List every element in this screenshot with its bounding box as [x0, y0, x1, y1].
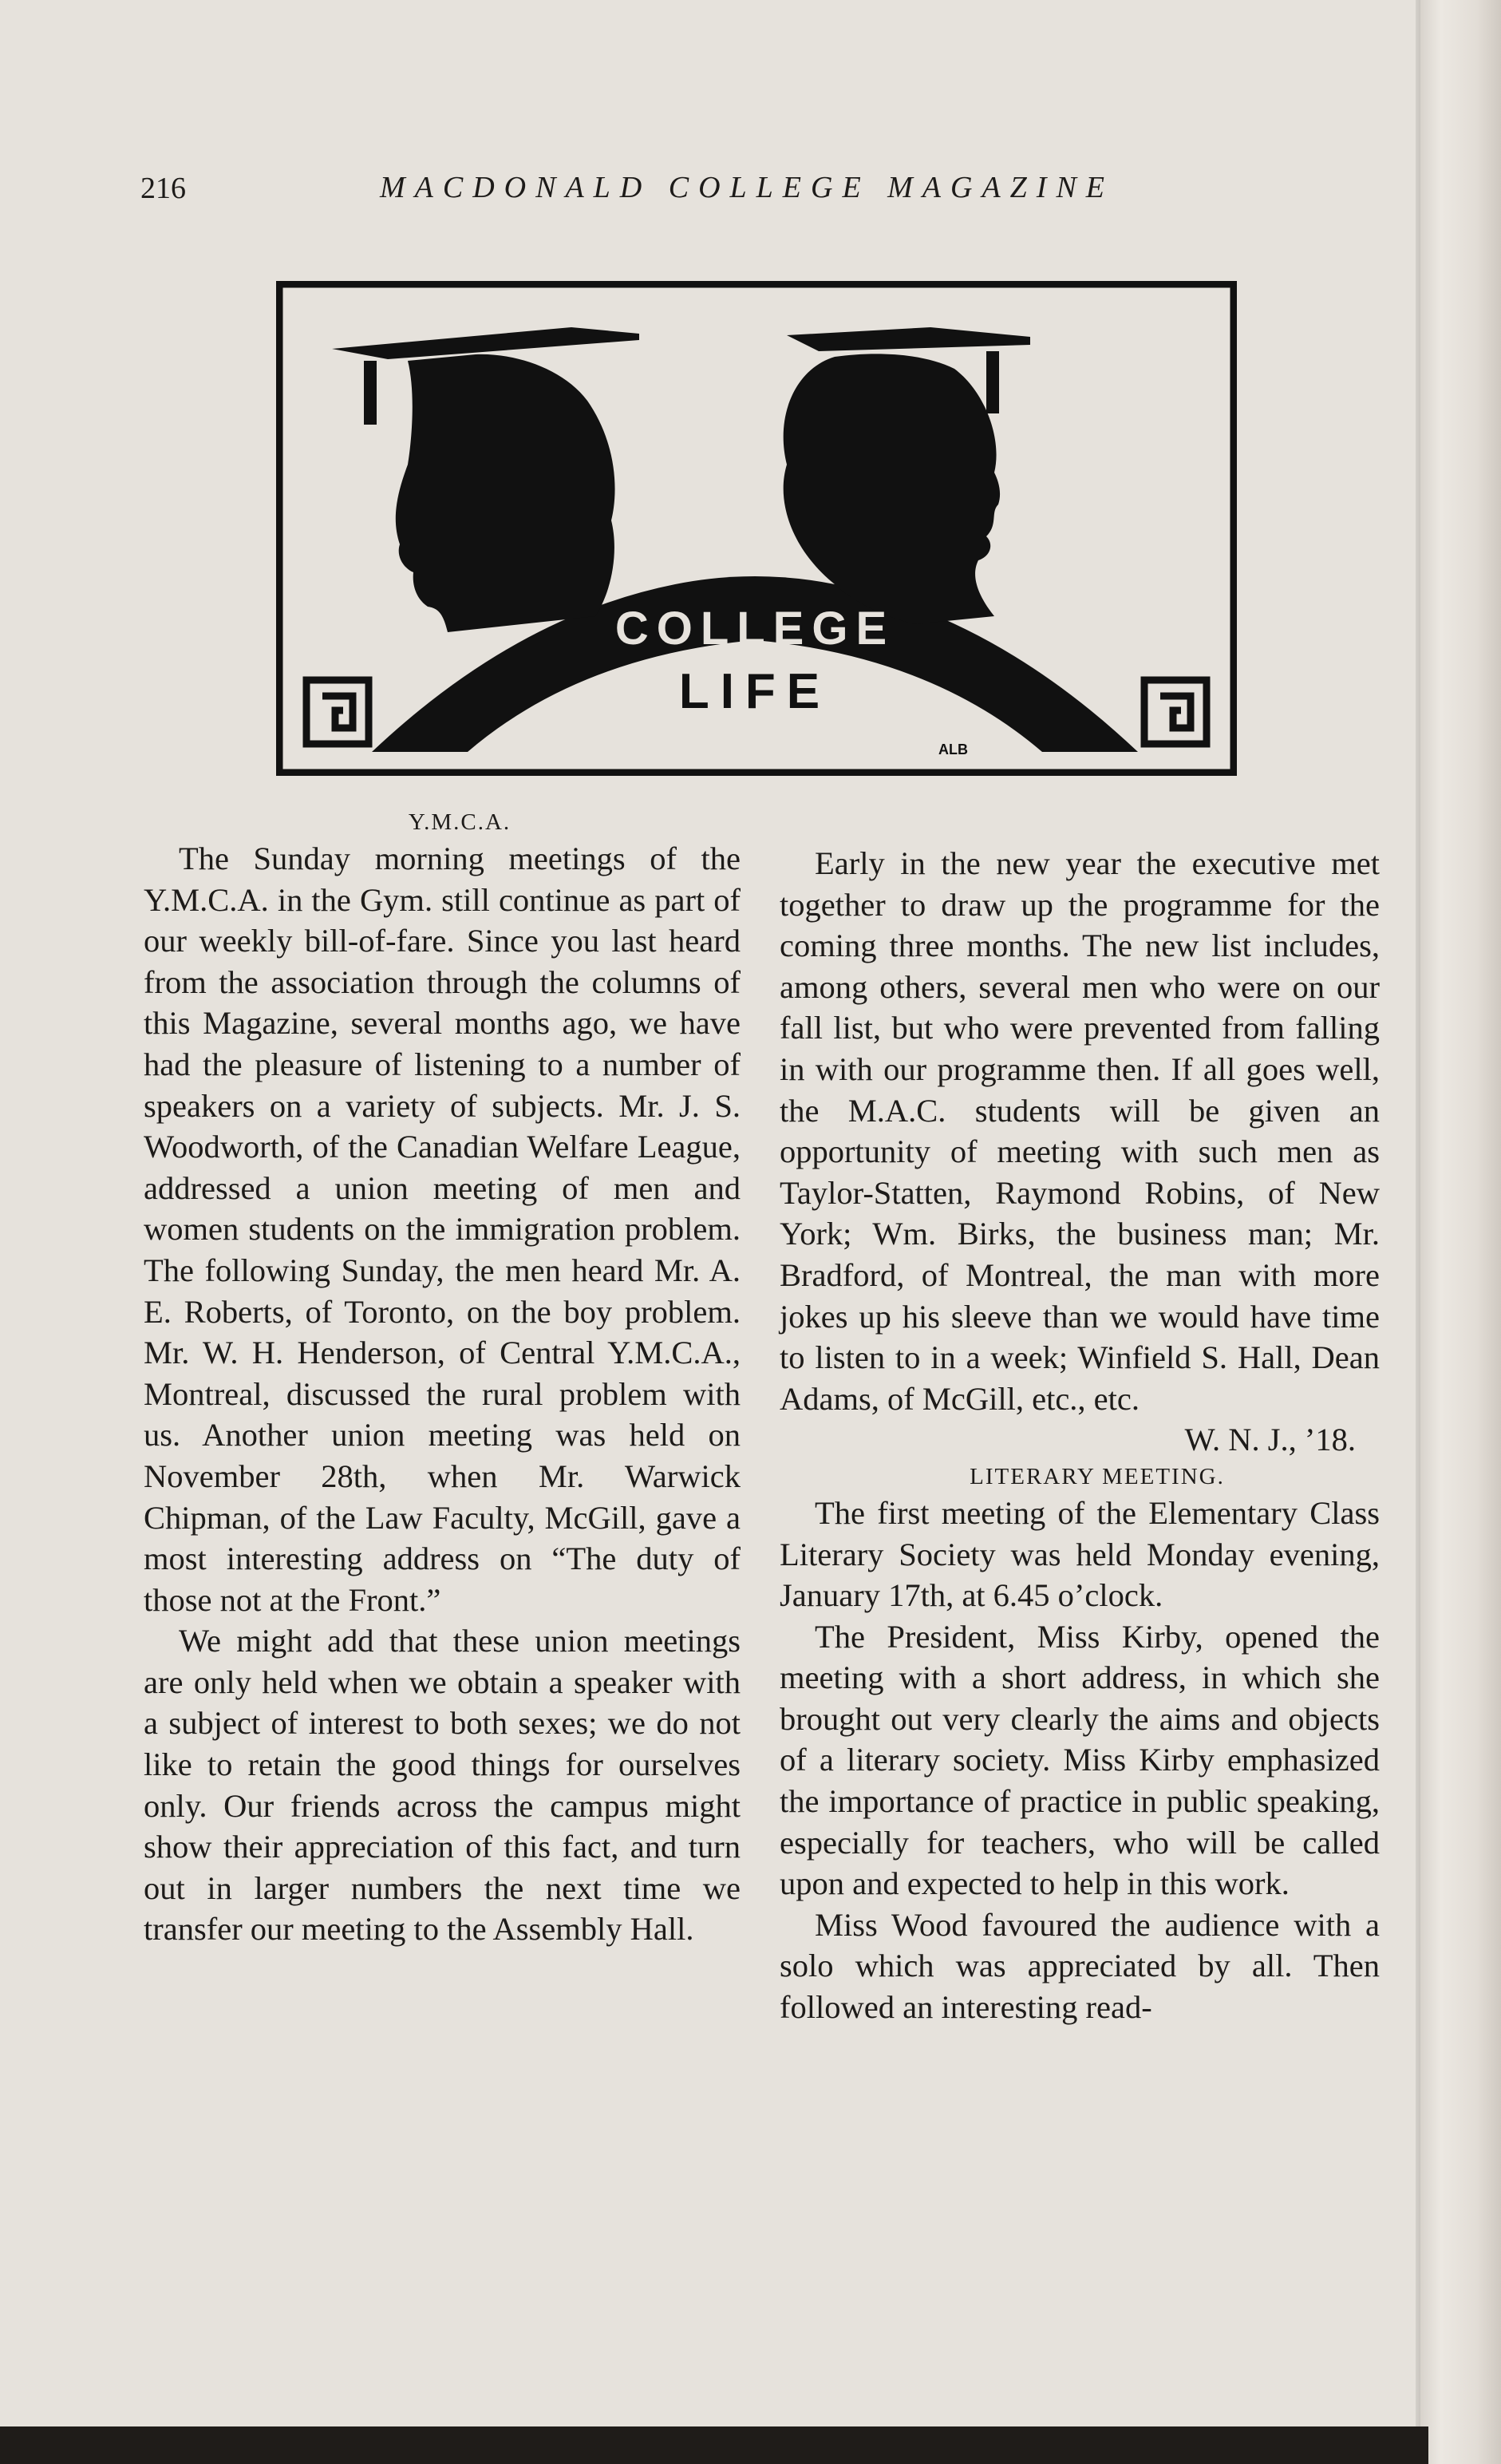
- left-column: [144, 806, 741, 1950]
- meander-left-icon: [306, 680, 369, 744]
- college-life-illustration: [276, 281, 1237, 776]
- literary-paragraph-3: Miss Wood favoured the audience with a solo which was appreciated by all. Then followed an interesting read-: [780, 1906, 1380, 2026]
- running-head: MACDONALD COLLEGE MAGAZINE: [380, 171, 1115, 204]
- ymca-paragraph-2: We might add that these union meetings are only held when we obtain a speaker with a subject of interest to both sexes; we do not like to retain the good things for ourselves only. Our friends across the campus might show their appreciation of this fact, and turn out in larger numbers the next time we transfer our meeting to the Assembly Hall.: [144, 1623, 741, 1948]
- literary-title: LITERARY MEETING.: [970, 1463, 1225, 1489]
- page-edge: [1420, 0, 1501, 2464]
- ymca-paragraph-1: The Sunday morning meetings of the Y.M.C.A. in the Gym. still continue as part of our weekly bill-of-fare. Since you last heard from the association through the columns of this Magazine, several months ago, we have had the pleasure of listening to a number of speakers on a variety of subjects. Mr. J. S. Woodworth, of the Canadian Welfare League, addressed a union meeting of men and women students on the immigration problem. The following Sunday, the men heard Mr. A. E. Roberts, of Toronto, on the boy problem. Mr. W. H. Henderson, of Central Y.M.C.A., Montreal, discussed the rural problem with us. Another union meeting was held on November 28th, when Mr. Warwick Chipman, of the Law Faculty, McGill, gave a most interesting address on “The duty of those not at the Front.”: [144, 840, 741, 1618]
- ymca-paragraph-3: Early in the new year the executive met together to draw up the programme for the coming three months. The new list includes, among others, several men who were on our fall list, but who were prevented from falling in with our programme then. If all goes well, the M.A.C. students will be given an opportunity of meeting with such men as Taylor-Statten, Raymond Robins, of New York; Wm. Birks, the business man; Mr. Bradford, of Montreal, the man with more jokes up his sleeve than we would have time to listen to in a week; Winfield S. Hall, Dean Adams, of McGill, etc., etc.: [780, 845, 1380, 1417]
- male-graduate-silhouette: [332, 327, 639, 632]
- ymca-signature: W. N. J., ’18.: [1184, 1422, 1356, 1458]
- literary-paragraph-1: The first meeting of the Elementary Class Literary Society was held Monday evening, January 17th, at 6.45 o’clock.: [780, 1494, 1380, 1614]
- page-number: 216: [140, 172, 186, 205]
- female-graduate-silhouette: [784, 327, 1030, 624]
- arch-lettering-life: LIFE: [678, 664, 831, 719]
- arch-lettering-college: COLLEGE: [614, 603, 895, 655]
- right-column: [780, 843, 1380, 2028]
- artist-initials: ALB: [938, 742, 968, 757]
- literary-paragraph-2: The President, Miss Kirby, opened the meeting with a short address, in which she brought out very clearly the aims and objects of a literary society. Miss Kirby emphasized the importance of practice in public speaking, especially for teachers, who will be called upon and expected to help in this work.: [780, 1618, 1380, 1902]
- ymca-title: Y.M.C.A.: [408, 809, 512, 835]
- meander-right-icon: [1144, 680, 1207, 744]
- scan-bottom-band: [0, 2426, 1428, 2464]
